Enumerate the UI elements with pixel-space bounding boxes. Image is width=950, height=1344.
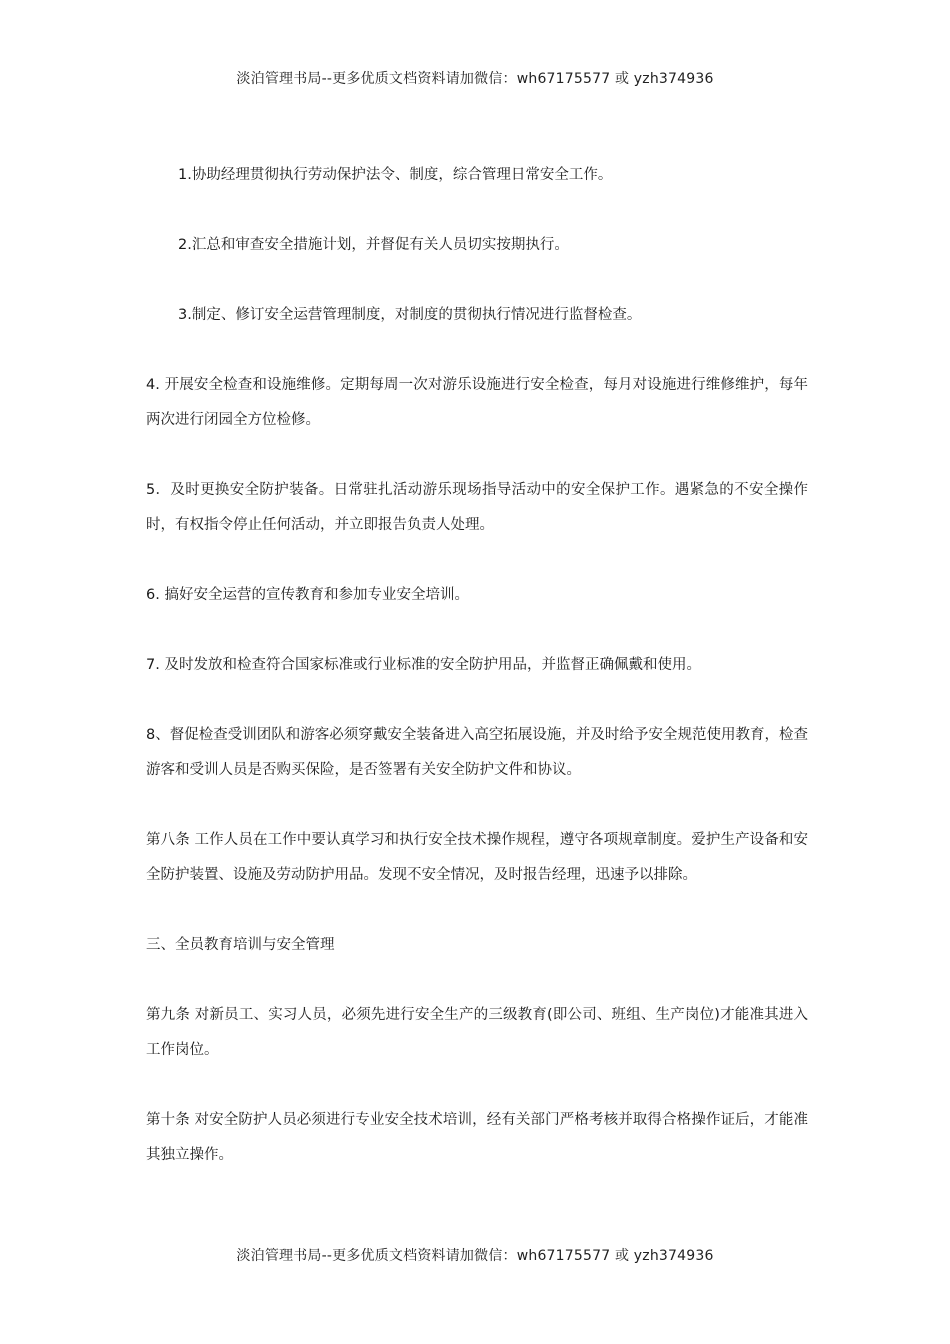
list-item-6: 6. 搞好安全运营的宣传教育和参加专业安全培训。 — [146, 587, 469, 603]
list-item-5: 5．及时更换安全防护装备。日常驻扎活动游乐现场指导活动中的安全保护工作。遇紧急的不安全操作时，有权指令停止任何活动，并立即报告负责人处理。 — [146, 482, 808, 533]
document-body — [146, 158, 808, 1208]
article-9: 第九条 对新员工、实习人员，必须先进行安全生产的三级教育(即公司、班组、生产岗位)才能准其进入工作岗位。 — [146, 1007, 808, 1058]
page-footer: 淡泊管理书局--更多优质文档资料请加微信：wh67175577 或 yzh374936 — [236, 1248, 714, 1264]
article-10: 第十条 对安全防护人员必须进行专业安全技术培训，经有关部门严格考核并取得合格操作证后，才能准其独立操作。 — [146, 1112, 808, 1163]
list-item-4: 4. 开展安全检查和设施维修。定期每周一次对游乐设施进行安全检查，每月对设施进行维修维护，每年两次进行闭园全方位检修。 — [146, 377, 808, 428]
list-item-2: 2.汇总和审查安全措施计划，并督促有关人员切实按期执行。 — [178, 237, 569, 253]
page-header: 淡泊管理书局--更多优质文档资料请加微信：wh67175577 或 yzh374936 — [236, 71, 714, 87]
article-8: 第八条 工作人员在工作中要认真学习和执行安全技术操作规程，遵守各项规章制度。爱护生产设备和安全防护装置、设施及劳动防护用品。发现不安全情况，及时报告经理，迅速予以排除。 — [146, 832, 808, 883]
list-item-3: 3.制定、修订安全运营管理制度，对制度的贯彻执行情况进行监督检查。 — [178, 307, 642, 323]
list-item-1: 1.协助经理贯彻执行劳动保护法令、制度，综合管理日常安全工作。 — [178, 167, 613, 183]
list-item-8: 8、督促检查受训团队和游客必须穿戴安全装备进入高空拓展设施，并及时给予安全规范使用教育，检查游客和受训人员是否购买保险，是否签署有关安全防护文件和协议。 — [146, 727, 808, 778]
section-heading: 三、全员教育培训与安全管理 — [146, 937, 335, 953]
list-item-7: 7. 及时发放和检查符合国家标准或行业标准的安全防护用品，并监督正确佩戴和使用。 — [146, 657, 701, 673]
